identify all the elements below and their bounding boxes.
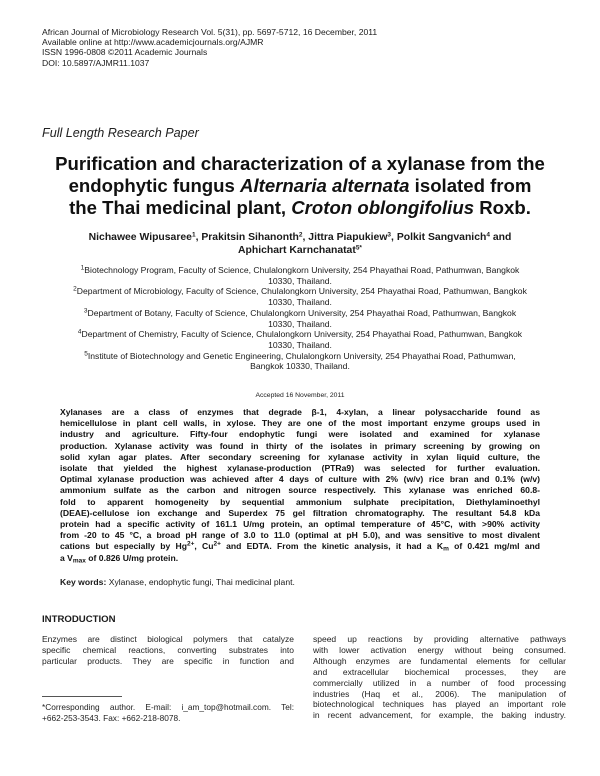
abstract-line (60, 541, 540, 552)
paper-title (30, 153, 570, 219)
affiliation-line: Bangkok 10330, Thailand. (250, 361, 350, 372)
abstract-sub: max (72, 557, 86, 565)
author-line-2 (40, 244, 560, 257)
abstract-line: Optimal xylanase production was achieved after 4 days of culture with 2% (w/v) rice bran and 0.1% (w/v) (60, 474, 540, 485)
title-species: Alternaria alternata (240, 175, 410, 196)
footnote-line: *Corresponding author. E-mail: i_am_top@hotmail.com. Tel: (42, 702, 294, 712)
affiliations (36, 265, 564, 372)
abstract-line: ammonium sulfate as the carbon and nitrogen source respectively. This xylanase was enriched 60.8- (60, 485, 540, 496)
body-line: specific chemical reactions, converting substrates into (42, 644, 294, 655)
abstract-sup: 2+ (186, 540, 195, 548)
journal-url: Available online at http://www.academicjournals.org/AJMR (42, 37, 264, 48)
affiliation-number: 1 (80, 264, 85, 272)
author-name: , Polkit Sangvanich (391, 232, 487, 243)
title-line-3 (30, 197, 570, 219)
affiliation-line: 10330, Thailand. (268, 275, 332, 286)
footnote-line: +662-253-3543. Fax: +662-218-8078. (42, 712, 181, 723)
abstract-text: of 0.421 mg/ml and (448, 541, 540, 552)
affiliation-line: 10330, Thailand. (268, 297, 332, 308)
affiliation (36, 265, 564, 286)
abstract-line: protein had a specific activity of 161.1 U/mg protein, an optimal temperature of 45°C, with >90% activity (60, 519, 540, 530)
affiliation-text: Biotechnology Program, Faculty of Science, Chulalongkorn University, 254 Phayathai Road, Pathumwan, Bangkok (84, 265, 520, 275)
author-affil-mark: 5* (355, 244, 362, 252)
abstract-line: production. Xylanase activity was found in thirty of the isolates in primary screening by growing on (60, 440, 540, 451)
author-line-1 (40, 231, 560, 244)
author-affil-mark: 2 (298, 231, 303, 239)
abstract-line: hemicellulose in plant cell walls, in xylose. They are one of the most important enzyme groups used in (60, 418, 540, 429)
author-name: Nichawee Wipusaree (88, 232, 192, 243)
footnote-divider (42, 696, 122, 697)
affiliation-line (36, 351, 564, 362)
abstract-line: isolate that yielded the highest xylanase-production (PTRa9) was selected for further evaluation. (60, 463, 540, 474)
title-species: Croton oblongifolius (291, 197, 475, 218)
body-line: Enzymes are distinct biological polymers that catalyze (42, 634, 294, 644)
affiliation (36, 351, 564, 372)
body-line: with lower activation energy without being consumed. (313, 644, 566, 655)
author-affil-mark: 3 (387, 231, 392, 239)
body-line: industries (Haq et al., 2006). The manipulation of (313, 688, 566, 699)
title-text: Roxb. (474, 197, 531, 218)
affiliation (36, 286, 564, 307)
abstract-text: and EDTA. From the kinetic analysis, it had a K (220, 541, 444, 552)
abstract-text: , Cu (194, 541, 214, 552)
body-line: and extracellular biochemical processes, they are (313, 666, 566, 677)
accepted-date: Accepted 16 November, 2011 (255, 392, 345, 399)
abstract (60, 407, 540, 564)
author-name: , Prakitsin Sihanonth (195, 232, 299, 243)
title-line-1: Purification and characterization of a xylanase from the (55, 153, 545, 174)
author-name: , Jittra Piapukiew (302, 232, 388, 243)
affiliation-text: Institute of Biotechnology and Genetic Engineering, Chulalongkorn University, 254 Phayathai Road, Pathumwan, (87, 350, 516, 361)
body-line: particular products. They are specific in function and (42, 655, 294, 666)
abstract-line (60, 553, 540, 564)
author-list (40, 231, 560, 257)
affiliation-line (36, 329, 564, 340)
journal-header (42, 27, 377, 68)
title-text: endophytic fungus (68, 175, 241, 196)
abstract-text: a V (60, 552, 73, 563)
affiliation-number: 5 (84, 350, 88, 358)
abstract-sub: m (443, 545, 449, 553)
affiliation-line (36, 286, 564, 297)
affiliation-line: 10330, Thailand. (268, 339, 332, 350)
author-affil-mark: 4 (486, 231, 490, 239)
corresponding-author-footnote (42, 702, 294, 724)
body-line: Although enzymes are fundamental elements for cellular (313, 655, 566, 666)
abstract-text: of 0.826 U/mg protein. (85, 552, 179, 563)
abstract-line: from -20 to 45 °C, a broad pH range of 3.0 to 11.0 (optimal at pH 5.0), and was sensitive to most divalent (60, 530, 540, 541)
body-column-left (42, 634, 294, 667)
affiliation-text: Department of Chemistry, Faculty of Science, Chulalongkorn University, 254 Phayathai Road, Pathumwan, Bangkok (81, 329, 523, 340)
journal-doi: DOI: 10.5897/AJMR11.1037 (42, 57, 150, 68)
affiliation-text: Department of Botany, Faculty of Science, Chulalongkorn University, 254 Phayathai Road, Pathumwan, Bangkok (87, 307, 517, 318)
journal-issn: ISSN 1996-0808 ©2011 Academic Journals (42, 47, 208, 58)
abstract-line: fold to apparent homogeneity by sequential ammonium sulphate precipitation, Diethylaminoethyl (60, 496, 540, 507)
title-text: the Thai medicinal plant, (69, 197, 292, 218)
section-heading-introduction: INTRODUCTION (42, 614, 116, 625)
affiliation-line (36, 265, 564, 276)
body-line: in recent advancement, for example, the baking industry. (313, 710, 566, 721)
abstract-line: Xylanases are a class of enzymes that degrade β-1, 4-xylan, a linear polysaccharide found as (60, 407, 540, 417)
body-line: biotechnological techniques has played an important role (313, 699, 566, 710)
affiliation-number: 2 (73, 285, 77, 293)
affiliation-number: 3 (83, 307, 88, 315)
title-line-2 (30, 175, 570, 197)
abstract-text: cations but especially by Hg (60, 541, 187, 552)
affiliation-text: Department of Microbiology, Faculty of Science, Chulalongkorn University, 254 Phayathai Road, Pathumwan, Bangkok (76, 286, 527, 297)
title-text: isolated from (409, 175, 532, 196)
keywords-text: Xylanase, endophytic fungi, Thai medicinal plant. (106, 577, 295, 587)
author-name: Aphichart Karnchanatat (238, 245, 356, 256)
affiliation (36, 308, 564, 329)
affiliation-line: 10330, Thailand. (268, 318, 332, 329)
abstract-line: solid xylan agar plates. After secondary screening for xylanase activity in xylan liquid culture, the (60, 451, 540, 462)
abstract-sup: 2+ (213, 540, 221, 548)
author-affil-mark: 1 (191, 231, 196, 239)
paper-type: Full Length Research Paper (42, 126, 199, 140)
author-separator: and (489, 232, 512, 243)
keywords-label: Key words: (60, 577, 107, 587)
journal-citation: African Journal of Microbiology Research Vol. 5(31), pp. 5697-5712, 16 December, 2011 (42, 27, 378, 37)
keywords (60, 577, 295, 587)
affiliation (36, 329, 564, 350)
body-line: commercially utilized in a number of food processing (313, 677, 566, 688)
body-line: speed up reactions by providing alternative pathways (313, 634, 566, 644)
affiliation-line (36, 308, 564, 319)
affiliation-number: 4 (77, 328, 82, 336)
abstract-line: industry and agriculture. Fifty-four endophytic fungi were isolated and examined for xylanase (60, 429, 540, 440)
body-column-right (313, 634, 566, 721)
abstract-line: (DEAE)-cellulose ion exchange and Superdex 75 gel filtration chromatography. The resultant 54.8 kDa (60, 507, 540, 518)
